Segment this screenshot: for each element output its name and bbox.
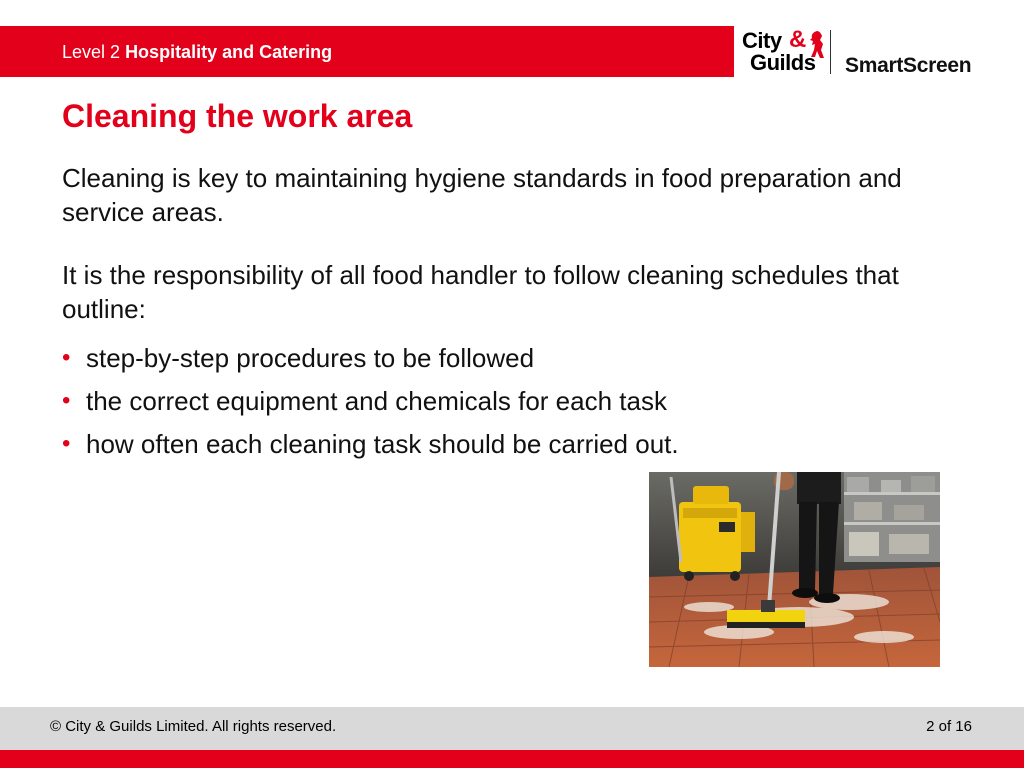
course-name: Hospitality and Catering xyxy=(125,42,333,62)
logo-city-text: City xyxy=(742,28,782,53)
bottom-red-bar xyxy=(0,750,1024,768)
floor-cleaning-photo xyxy=(649,472,940,667)
course-header xyxy=(62,42,332,63)
list-item-text: the correct equipment and chemicals for each task xyxy=(86,386,667,416)
bullet-icon: • xyxy=(62,344,71,371)
list-item xyxy=(62,427,679,470)
bullet-icon: • xyxy=(62,387,71,414)
logo-guilds-text: Guilds xyxy=(750,50,816,75)
intro-paragraph: Cleaning is key to maintaining hygiene standards in food preparation and service areas. xyxy=(62,163,902,227)
logo-smartscreen-text: SmartScreen xyxy=(845,54,972,77)
list-item-text: step-by-step procedures to be followed xyxy=(86,343,535,373)
bullet-icon: • xyxy=(62,430,71,457)
cleaning-schedule-list xyxy=(62,341,679,470)
page-number: 2 of 16 xyxy=(926,718,972,735)
list-item xyxy=(62,341,679,384)
logo-ampersand: & xyxy=(789,26,807,53)
city-guilds-logo xyxy=(742,28,982,80)
list-item xyxy=(62,384,679,427)
logo-divider xyxy=(830,30,831,74)
copyright-text: © City & Guilds Limited. All rights reserved. xyxy=(50,718,337,735)
list-item-text: how often each cleaning task should be carried out. xyxy=(86,429,679,459)
course-level: Level 2 xyxy=(62,42,121,62)
responsibility-paragraph: It is the responsibility of all food handler to follow cleaning schedules that outline: xyxy=(62,260,899,324)
slide-title: Cleaning the work area xyxy=(62,98,413,134)
